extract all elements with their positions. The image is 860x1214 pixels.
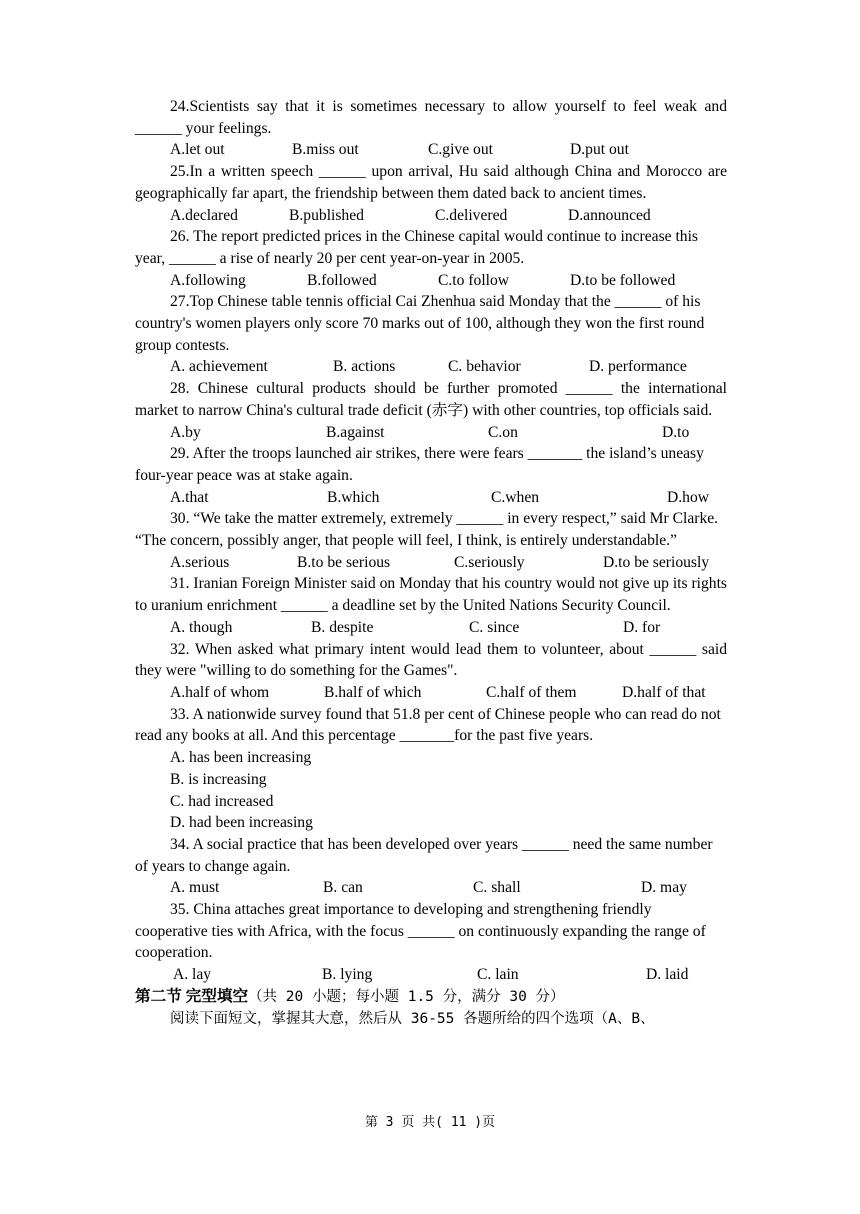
question-34-options — [135, 877, 727, 899]
option-d: D. had been increasing — [170, 814, 313, 832]
option-b: B. lying — [322, 966, 373, 984]
option-a: A.half of whom — [170, 683, 270, 701]
option-d: D.how — [667, 488, 710, 506]
option-b: B. is increasing — [170, 770, 267, 788]
exam-page-body — [135, 96, 727, 1030]
option-c: C.to follow — [438, 271, 510, 289]
option-b: B.miss out — [292, 141, 359, 159]
option-c: C. shall — [473, 879, 521, 897]
option-b: B.which — [327, 488, 380, 506]
question-33-options — [135, 747, 727, 834]
question-35-options — [135, 964, 727, 986]
option-c: C. had increased — [170, 792, 274, 810]
question-35-stem: 35. China attaches great importance to developing and strengthening friendly cooperative ties with Africa, with the focus ______ on continuously expanding the range of cooperation. — [135, 901, 706, 962]
question-28-options — [135, 422, 727, 444]
question-24-options — [135, 139, 727, 161]
option-d: D.put out — [570, 141, 629, 159]
question-31-stem: 31. Iranian Foreign Minister said on Monday that his country would not give up its rights to uranium enrichment ______ a deadline set by the United Nations Security Council. — [135, 575, 727, 615]
option-d: D.half of that — [622, 683, 706, 701]
option-a: A. lay — [173, 966, 212, 984]
option-c: C.delivered — [435, 206, 508, 224]
section-detail: （共 20 小题；每小题 1.5 分，满分 30 分） — [248, 988, 565, 1005]
question-29-stem: 29. After the troops launched air strikes, there were fears _______ the island’s uneasy four-year peace was at stake again. — [135, 445, 704, 484]
question-28-stem: 28. Chinese cultural products should be further promoted ______ the international market to narrow China's cultural trade deficit (赤字) with other countries, top officials said. — [135, 380, 727, 419]
option-d: D.announced — [568, 206, 651, 224]
option-c: C. since — [469, 618, 520, 636]
option-a: A.declared — [170, 206, 238, 224]
question-32-stem: 32. When asked what primary intent would lead them to volunteer, about ______ said they were "willing to do something for the Games". — [135, 640, 727, 680]
question-32-options — [135, 682, 727, 704]
option-a: A.that — [170, 488, 209, 506]
option-c: C.half of them — [486, 683, 577, 701]
option-d: D. for — [623, 618, 661, 636]
option-c: C.seriously — [454, 553, 525, 571]
option-c: C. behavior — [448, 358, 521, 376]
question-34-stem: 34. A social practice that has been developed over years ______ need the same number of years to change again. — [135, 835, 713, 875]
option-b: B.to be serious — [297, 553, 391, 571]
option-a: A.let out — [170, 141, 225, 159]
question-29-options — [135, 487, 727, 509]
option-a: A.serious — [170, 553, 230, 571]
option-d: D.to be followed — [570, 271, 676, 289]
section-heading — [135, 986, 727, 1009]
question-31-options — [135, 617, 727, 639]
option-b: B. despite — [311, 618, 374, 636]
option-a: A. has been increasing — [170, 749, 312, 767]
section-instruction: 阅读下面短文，掌握其大意，然后从 36-55 各题所给的四个选项（A、B、 — [170, 1010, 655, 1027]
section-title: 第二节 完型填空 — [135, 987, 249, 1005]
question-26-stem: 26. The report predicted prices in the Chinese capital would continue to increase this year, ______ a rise of nearly 20 per cent year-on-year in 2005. — [135, 228, 699, 267]
option-a: A. though — [170, 618, 233, 636]
option-d: D. may — [641, 879, 687, 897]
option-b: B.published — [289, 206, 364, 224]
option-a: A. achievement — [170, 358, 268, 376]
option-c: C.give out — [428, 141, 493, 159]
option-d: D. performance — [589, 358, 687, 376]
option-c: C.when — [491, 488, 540, 506]
option-d: D. laid — [646, 966, 689, 984]
option-a: A.following — [170, 271, 246, 289]
option-b: B. actions — [333, 358, 396, 376]
question-26-options — [135, 270, 727, 292]
question-30-stem: 30. “We take the matter extremely, extremely ______ in every respect,” said Mr Clarke. “The concern, possibly anger, that people will feel, I think, is entirely understandable.” — [135, 510, 719, 550]
question-25-options — [135, 205, 727, 227]
page-footer: 第 3 页 共( 11 )页 — [364, 1115, 496, 1130]
option-d: D.to — [662, 423, 690, 441]
option-c: C.on — [488, 423, 518, 441]
question-30-options — [135, 552, 727, 574]
option-b: B.half of which — [324, 683, 422, 701]
option-b: B.against — [326, 423, 385, 441]
question-33-stem: 33. A nationwide survey found that 51.8 per cent of Chinese people who can read do not read any books at all. And this percentage _______for the past five years. — [135, 705, 721, 745]
question-27-options — [135, 356, 727, 378]
option-c: C. lain — [477, 966, 519, 984]
question-27-stem: 27.Top Chinese table tennis official Cai Zhenhua said Monday that the ______ of his country's women players only score 70 marks out of 100, although they won the first round group contests. — [135, 293, 705, 354]
option-a: A.by — [170, 423, 201, 441]
option-b: B.followed — [307, 271, 377, 289]
question-25-stem: 25.In a written speech ______ upon arrival, Hu said although China and Morocco are geographically far apart, the friendship between them dated back to ancient times. — [135, 163, 727, 202]
option-a: A. must — [170, 879, 220, 897]
option-d: D.to be seriously — [603, 553, 710, 571]
option-b: B. can — [323, 879, 363, 897]
question-24-stem: 24.Scientists say that it is sometimes necessary to allow yourself to feel weak and ______ your feelings. — [135, 98, 727, 137]
